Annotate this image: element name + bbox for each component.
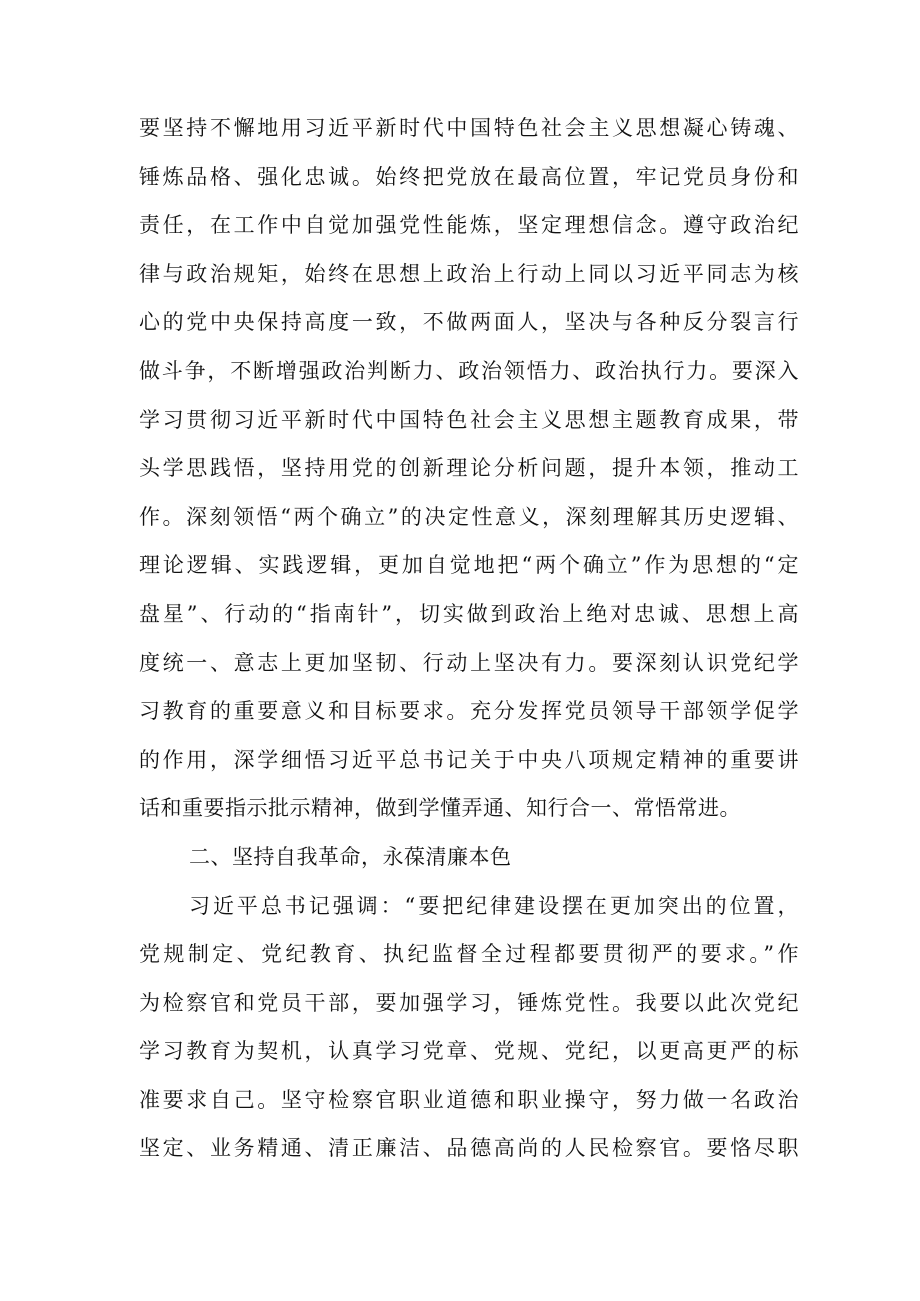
text-line: 心的党中央保持高度一致，不做两面人，坚决与各种反分裂言行 bbox=[139, 310, 799, 335]
text-line: 做斗争，不断增强政治判断力、政治领悟力、政治执行力。要深入 bbox=[139, 358, 799, 383]
document-body bbox=[139, 104, 799, 1173]
text-line: 度统一、意志上更加坚韧、行动上坚决有力。要深刻认识党纪学 bbox=[139, 650, 799, 675]
text-line: 理论逻辑、实践逻辑，更加自觉地把“两个确立”作为思想的“定 bbox=[139, 553, 799, 578]
text-line: 盘星”、行动的“指南针”，切实做到政治上绝对忠诚、思想上高 bbox=[139, 601, 799, 626]
text-line: 准要求自己。坚守检察官职业道德和职业操守，努力做一名政治 bbox=[139, 1087, 799, 1112]
text-line: 头学思践悟，坚持用党的创新理论分析问题，提升本领，推动工 bbox=[139, 456, 799, 481]
text-line: 为检察官和党员干部，要加强学习，锤炼党性。我要以此次党纪 bbox=[139, 990, 799, 1015]
text-line: 要坚持不懈地用习近平新时代中国特色社会主义思想凝心铸魂、 bbox=[139, 116, 799, 140]
text-line: 习近平总书记强调：“要把纪律建设摆在更加突出的位置， bbox=[189, 893, 799, 918]
text-line: 作。深刻领悟“两个确立”的决定性意义，深刻理解其历史逻辑、 bbox=[139, 504, 799, 529]
text-line: 党规制定、党纪教育、执纪监督全过程都要贯彻严的要求。”作 bbox=[139, 942, 799, 967]
text-line: 锤炼品格、强化忠诚。始终把党放在最高位置，牢记党员身份和 bbox=[139, 164, 799, 189]
text-line: 律与政治规矩，始终在思想上政治上行动上同以习近平同志为核 bbox=[139, 261, 799, 286]
text-line: 话和重要指示批示精神，做到学懂弄通、知行合一、常悟常进。 bbox=[139, 796, 741, 821]
section-heading: 二、坚持自我革命，永葆清廉本色 bbox=[189, 844, 512, 869]
text-line: 学习贯彻习近平新时代中国特色社会主义思想主题教育成果，带 bbox=[139, 407, 799, 432]
text-line: 责任，在工作中自觉加强党性能炼，坚定理想信念。遵守政治纪 bbox=[139, 213, 799, 238]
text-line: 的作用，深学细悟习近平总书记关于中央八项规定精神的重要讲 bbox=[139, 747, 799, 772]
text-line: 习教育的重要意义和目标要求。充分发挥党员领导干部领学促学 bbox=[139, 699, 799, 724]
text-line: 坚定、业务精通、清正廉洁、品德高尚的人民检察官。要恪尽职 bbox=[139, 1136, 799, 1161]
text-line: 学习教育为契机，认真学习党章、党规、党纪，以更高更严的标 bbox=[139, 1039, 799, 1064]
